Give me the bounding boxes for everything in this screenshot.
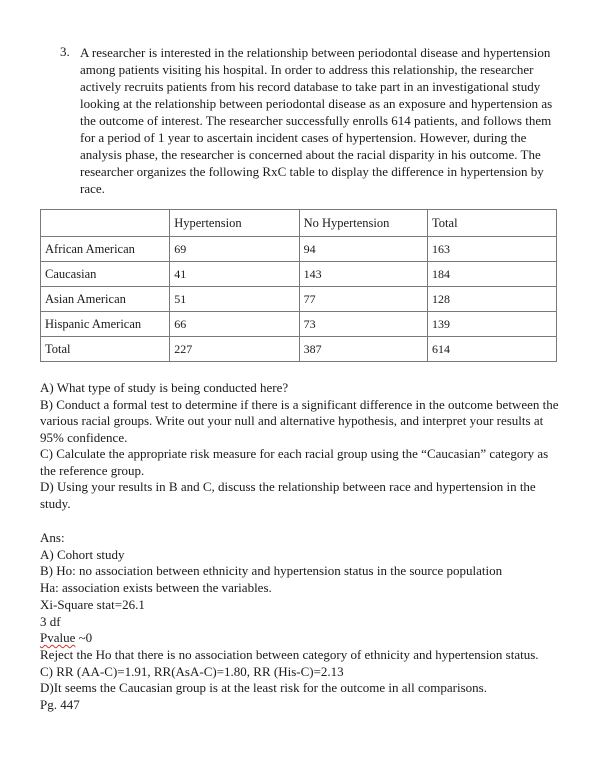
table-cell: 163 — [428, 237, 557, 262]
pvalue-word: Pvalue — [40, 630, 76, 646]
answer-chi-square: Xi-Square stat=26.1 — [40, 596, 145, 612]
table-cell: 77 — [299, 287, 427, 312]
table-row — [41, 337, 557, 362]
rxc-table — [40, 209, 557, 362]
table-row — [41, 287, 557, 312]
table-cell: Asian American — [41, 287, 170, 312]
answer-label: Ans: — [40, 530, 65, 545]
table-header-cell: Hypertension — [170, 210, 299, 237]
table-cell: 41 — [170, 262, 299, 287]
table-cell: 227 — [170, 337, 299, 362]
table-cell: 139 — [428, 312, 557, 337]
answer-section — [40, 530, 560, 714]
part-d: D) Using your results in B and C, discuss the relationship between race and hypertension in the study. — [40, 479, 536, 511]
table-cell: 614 — [428, 337, 557, 362]
question-number: 3. — [60, 44, 70, 59]
table-cell: 387 — [299, 337, 427, 362]
table-cell: African American — [41, 237, 170, 262]
question-text: A researcher is interested in the relationship between periodontal disease and hypertension among patients visiting his hospital. In order to address this relationship, the researcher actively recruits patients from his record database to take part in an investigational study looking at the relationship between periodontal disease as an exposure and hypertension as the outcome of interest. The researcher successfully enrolls 614 patients, and follows them for a period of 1 year to ascertain incident cases of hypertension. However, during the analysis phase, the researcher is concerned about the racial disparity in his outcome. The researcher organizes the following RxC table to display the difference in hypertension by race. — [80, 45, 553, 196]
table-header-cell — [41, 210, 170, 237]
question-parts — [40, 380, 560, 512]
answer-b-alt: Ha: association exists between the variables. — [40, 580, 272, 596]
table-header-cell: No Hypertension — [299, 210, 427, 237]
pvalue-rest: ~0 — [75, 630, 93, 646]
answer-d: D)It seems the Caucasian group is at the least risk for the outcome in all comparisons. — [40, 680, 487, 696]
part-a: A) What type of study is being conducted here? — [40, 380, 289, 395]
table-cell: 143 — [299, 262, 427, 287]
table-header-cell: Total — [428, 210, 557, 237]
table-cell: 73 — [299, 312, 427, 337]
table-cell: Hispanic American — [41, 312, 170, 337]
answer-c: C) RR (AA-C)=1.91, RR(AsA-C)=1.80, RR (His-C)=2.13 — [40, 663, 344, 679]
answer-page-ref: Pg. 447 — [40, 697, 80, 713]
table-cell: 69 — [170, 237, 299, 262]
part-c: C) Calculate the appropriate risk measure for each racial group using the “Caucasian” category as the reference group. — [40, 446, 549, 478]
answer-b-null: B) Ho: no association between ethnicity and hypertension status in the source population — [40, 563, 503, 579]
table-cell: 184 — [428, 262, 557, 287]
answer-reject: Reject the Ho that there is no association between category of ethnicity and hypertension status. — [40, 646, 539, 662]
table-header-row — [41, 210, 557, 237]
answer-pvalue — [40, 630, 560, 647]
table-cell: Caucasian — [41, 262, 170, 287]
answer-a: A) Cohort study — [40, 546, 125, 562]
table-row — [41, 312, 557, 337]
table-cell: 51 — [170, 287, 299, 312]
part-b: B) Conduct a formal test to determine if there is a significant difference in the outcome between the various racial groups. Write out your null and alternative hypothesis, and interpret your results at 95% confidence. — [40, 396, 559, 445]
table-row — [41, 237, 557, 262]
answer-df: 3 df — [40, 613, 61, 629]
table-cell: 94 — [299, 237, 427, 262]
table-row — [41, 262, 557, 287]
table-cell: 128 — [428, 287, 557, 312]
table-cell: 66 — [170, 312, 299, 337]
table-cell: Total — [41, 337, 170, 362]
